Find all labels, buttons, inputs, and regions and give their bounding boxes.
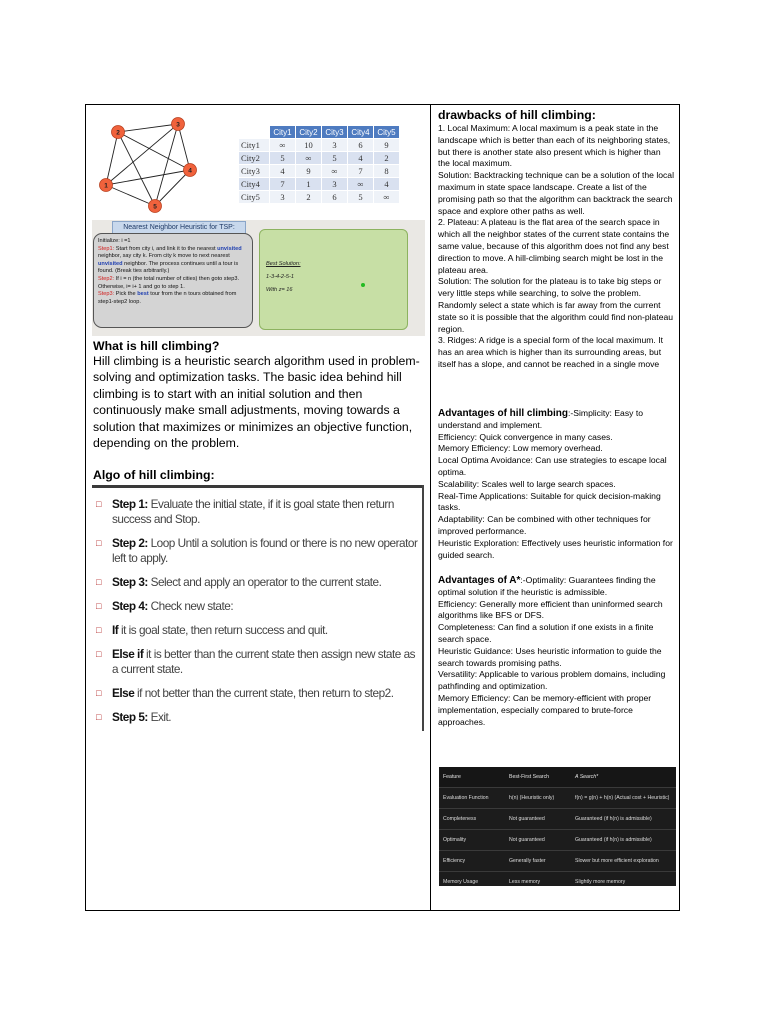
list-item: Adaptability: Can be combined with other techniques for improved performance. xyxy=(438,514,651,536)
advantages-hc-title: Advantages of hill climbing xyxy=(438,408,569,419)
table-row: City4 7 1 3 ∞ 4 xyxy=(239,178,400,191)
green-dot xyxy=(361,283,365,287)
table-row: Memory Usage Less memory Slightly more memory xyxy=(439,872,676,893)
table-row: City2 5 ∞ 5 4 2 xyxy=(239,152,400,165)
drawbacks-text xyxy=(438,123,674,371)
graph-node-5-label: 5 xyxy=(153,203,157,211)
list-item: Efficiency: Generally more efficient than uninformed search algorithms like BFS or DFS. xyxy=(438,598,663,621)
list-item: □ Step 3: Select and apply an operator to the current state. xyxy=(96,575,382,589)
list-item: □ Else if not better than the current state, then return to step2. xyxy=(96,686,394,700)
table-row: City1 ∞ 10 3 6 9 xyxy=(239,139,400,152)
bullet-icon: □ xyxy=(96,688,101,698)
bullet-icon: □ xyxy=(96,499,101,509)
city-distance-table xyxy=(238,125,400,204)
section-title-algo: Algo of hill climbing: xyxy=(93,468,215,482)
graph-node-3-label: 3 xyxy=(176,121,180,129)
bullet-icon: □ xyxy=(96,649,101,659)
nn-init: Initialize: i =1 xyxy=(98,238,131,244)
algo-top-border xyxy=(92,485,424,488)
nn-heuristic-steps xyxy=(93,233,253,328)
column-divider xyxy=(430,104,431,911)
list-item: □ Step 4: Check new state: xyxy=(96,599,234,613)
comparison-table xyxy=(439,767,676,886)
col-header: Best-First Search xyxy=(505,767,571,788)
drawback-paragraph: 1. Local Maximum: A local maximum is a peak state in the landscape which is better than each of its neighboring states, but there is another state also present which is higher than the local maximum. xyxy=(438,123,671,169)
col-header: City2 xyxy=(296,126,322,139)
col-header: City5 xyxy=(374,126,400,139)
list-item: Memory Efficiency: Low memory overhead. xyxy=(438,443,603,454)
graph-node-4-label: 4 xyxy=(188,167,192,175)
bullet-icon: □ xyxy=(96,712,101,722)
list-item: Memory Efficiency: Can be memory-efficient with proper implementation, especially compared to brute-force approaches. xyxy=(438,692,652,727)
list-item: □ Step 5: Exit. xyxy=(96,710,172,724)
col-header: A Search* xyxy=(571,767,676,788)
list-item: □ If it is goal state, then return success and quit. xyxy=(96,623,328,637)
graph-node-2-label: 2 xyxy=(116,129,120,137)
best-solution-box xyxy=(259,229,408,330)
nn-step1: Step1: Start from city i, and link it to the nearest unvisited neighbor, say city k. From city k move to next nearest unvisited neighbor. The process continues until a tour is found. (Break ties arbitrarily.) xyxy=(98,245,242,275)
drawback-paragraph: Solution: The solution for the plateau is to take big steps or very little steps while searching, to solve the problem. Randomly select a state which is far away from the current state so it is possible that the algorithm could find non-plateau region. xyxy=(438,276,674,334)
table-row: Completeness Not guaranteed Guaranteed (if h(n) is admissible) xyxy=(439,809,676,830)
list-item: Heuristic Exploration: Effectively uses heuristic information for guided search. xyxy=(438,537,673,560)
bullet-icon: □ xyxy=(96,625,101,635)
table-row: Evaluation Function h(n) (Heuristic only) f(n) = g(n) + h(n) (Actual cost + Heuristic) xyxy=(439,788,676,809)
bullet-icon: □ xyxy=(96,601,101,611)
advantages-hill-climbing: Advantages of hill climbing:-Simplicity: Easy to understand and implement. Efficiency: Quick convergence in many cases. Memory Efficiency: Low memory overhead. Local Optima Avoidance: Can use strategies to escape local optima. Scalability: Scales well to large search spaces. Real-Time Applications: Suitable for quick decision-making tasks. Adaptability: Can be combined with other techniques for improved performance. Heuristic Exploration: Effectively uses heuristic information for guided search. xyxy=(438,408,673,560)
list-item: Scalability: Scales well to large search spaces. xyxy=(438,478,616,489)
best-solution-label: Best Solution: xyxy=(266,261,301,267)
col-header: City1 xyxy=(270,126,296,139)
advantages-astar: Advantages of A*:-Optimality: Guarantees finding the optimal solution if the heuristic is admissible. Efficiency: Generally more efficient than uninformed search algorithms like BFS or DFS. Completeness: Can find a solution if one exists in a finite search space. Heuristic Guidance: Uses heuristic information to guide the search towards promising paths. Versatility: Applicable to various problem domains, including pathfinding and optimization. Memory Efficiency: Can be memory-efficient with proper implementation, especially compared to brute-force approaches. xyxy=(438,575,674,728)
list-item: □ Step 1: Evaluate the initial state, if it is goal state then return success and Stop. xyxy=(96,497,394,526)
nn-heuristic-title: Nearest Neighbor Heuristic for TSP: xyxy=(112,221,246,235)
drawback-paragraph: 2. Plateau: A plateau is the flat area of the search space in which all the neighbor states of the current state contains the same value, because of this algorithm does not find any best direction to move. A hill-climbing search might be lost in the plateau area. xyxy=(438,217,670,275)
hill-climbing-definition: Hill climbing is a heuristic search algorithm used in problem-solving and optimization tasks. The basic idea behind hill climbing is to start with an initial solution and then continuously make small adjustments, moving towards a solution that maximizes or minimizes an objective function, depending on the problem. xyxy=(93,354,420,451)
best-solution-tour: 1-3-4-2-5-1 xyxy=(266,274,294,280)
table-row: City5 3 2 6 5 ∞ xyxy=(239,191,400,204)
table-row: Efficiency Generally faster Slower but more efficient exploration xyxy=(439,851,676,872)
nn-step2: Step2: If i = n (the total number of cities) then goto step3. Otherwise, i= i+ 1 and go to step 1. xyxy=(98,275,240,290)
list-item: □ Else if it is better than the current state then assign new state as a current state. xyxy=(96,647,416,676)
tsp-graph xyxy=(92,115,228,215)
col-header: City4 xyxy=(348,126,374,139)
col-header: City3 xyxy=(322,126,348,139)
bullet-icon: □ xyxy=(96,577,101,587)
list-item: Versatility: Applicable to various problem domains, including pathfinding and optimization. xyxy=(438,669,666,692)
section-title-drawbacks: drawbacks of hill climbing: xyxy=(438,108,596,122)
list-item: Local Optima Avoidance: Can use strategies to escape local optima. xyxy=(438,455,667,477)
best-solution-cost: With z= 16 xyxy=(266,287,293,293)
list-item: □ Step 2: Loop Until a solution is found or there is no new operator left to apply. xyxy=(96,536,418,565)
list-item: Heuristic Guidance: Uses heuristic information to guide the search towards promising paths. xyxy=(438,645,662,668)
advantages-astar-title: Advantages of A* xyxy=(438,575,521,586)
table-header-row xyxy=(439,767,676,788)
drawback-paragraph: Solution: Backtracking technique can be a solution of the local maximum in state space landscape. Create a list of the promising path so that the algorithm can backtrack the search space and explore other paths as well. xyxy=(438,170,675,216)
col-header: Feature xyxy=(439,767,505,788)
list-item: Real-Time Applications: Suitable for quick decision-making tasks. xyxy=(438,490,661,513)
section-title-what-is-hill-climbing: What is hill climbing? xyxy=(93,339,220,353)
table-row: Optimality Not guaranteed Guaranteed (if h(n) is admissible) xyxy=(439,830,676,851)
list-item: Completeness: Can find a solution if one exists in a finite search space. xyxy=(438,622,654,644)
algo-right-border xyxy=(422,485,424,731)
list-item: Efficiency: Quick convergence in many cases. xyxy=(438,431,613,442)
table-row: City3 4 9 ∞ 7 8 xyxy=(239,165,400,178)
drawback-paragraph: 3. Ridges: A ridge is a special form of the local maximum. It has an area which is higher than its surrounding areas, but itself has a slope, and cannot be reached in a single move xyxy=(438,335,663,369)
graph-node-1-label: 1 xyxy=(104,182,108,190)
nn-step3: Step3: Pick the best tour from the n tours obtained from step1-step2 loop. xyxy=(98,291,237,305)
algo-steps-list xyxy=(96,497,421,725)
bullet-icon: □ xyxy=(96,538,101,548)
